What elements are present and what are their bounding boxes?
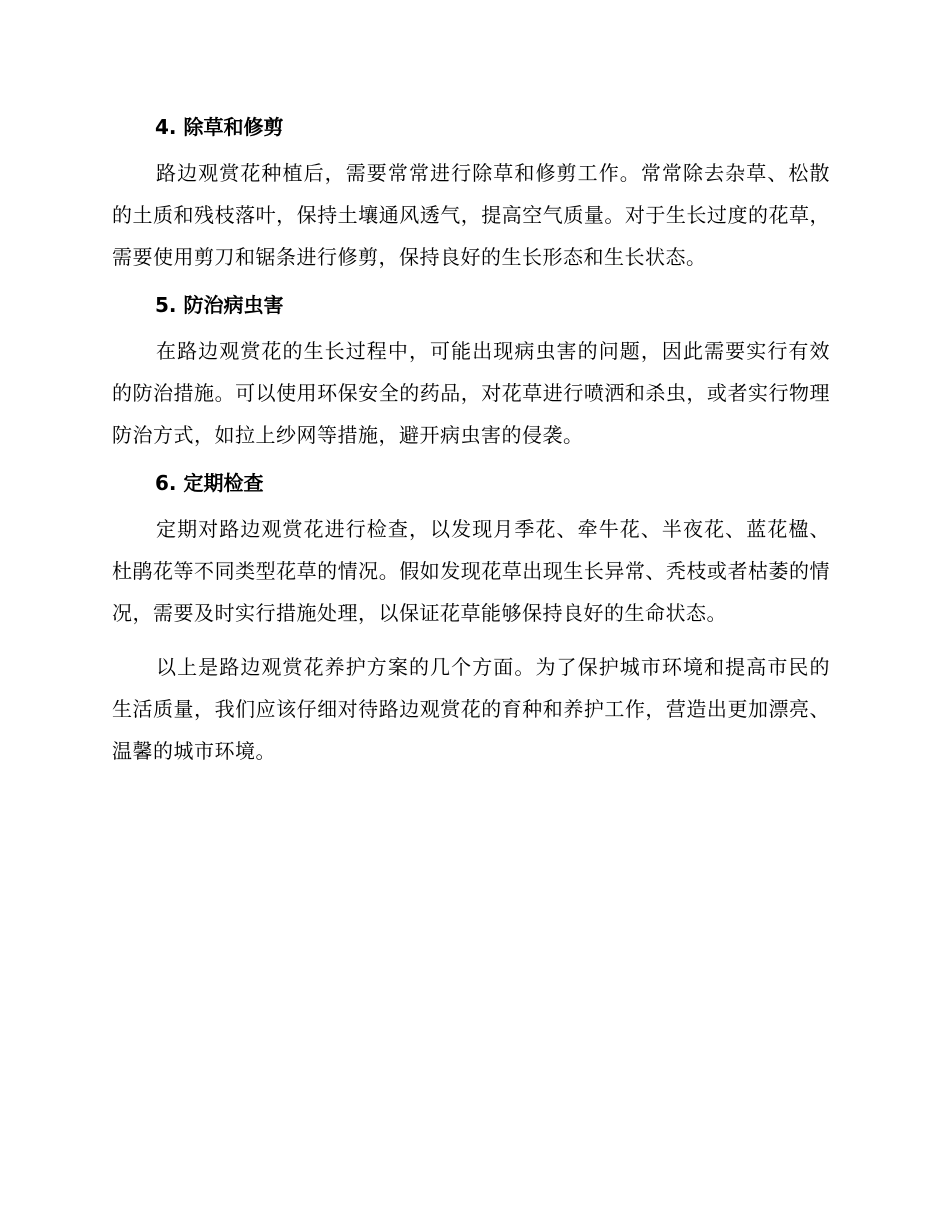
section-heading: 5. 防治病虫害 xyxy=(155,293,284,317)
section-paragraph: 定期对路边观赏花进行检查，以发现月季花、牵牛花、半夜花、蓝花楹、杜鹃花等不同类型花草的情况。假如发现花草出现生长异常、秃枝或者枯萎的情况，需要及时实行措施处理，以保证花草能够保持良好的生命状态。 xyxy=(112,517,830,625)
section-paragraph: 路边观赏花种植后，需要常常进行除草和修剪工作。常常除去杂草、松散的土质和残枝落叶，保持土壤通风透气，提高空气质量。对于生长过度的花草，需要使用剪刀和锯条进行修剪，保持良好的生长形态和生长状态。 xyxy=(112,161,830,269)
section-heading: 4. 除草和修剪 xyxy=(155,115,284,139)
document-page xyxy=(112,112,830,784)
section-weeding-pruning xyxy=(112,112,830,278)
section-heading: 6. 定期检查 xyxy=(155,471,264,495)
conclusion-paragraph: 以上是路边观赏花养护方案的几个方面。为了保护城市环境和提高市民的生活质量，我们应该仔细对待路边观赏花的育种和养护工作，营造出更加漂亮、温馨的城市环境。 xyxy=(112,655,830,763)
section-regular-inspection xyxy=(112,468,830,634)
section-pest-control xyxy=(112,290,830,456)
section-paragraph: 在路边观赏花的生长过程中，可能出现病虫害的问题，因此需要实行有效的防治措施。可以使用环保安全的药品，对花草进行喷洒和杀虫，或者实行物理防治方式，如拉上纱网等措施，避开病虫害的侵袭。 xyxy=(112,339,830,447)
